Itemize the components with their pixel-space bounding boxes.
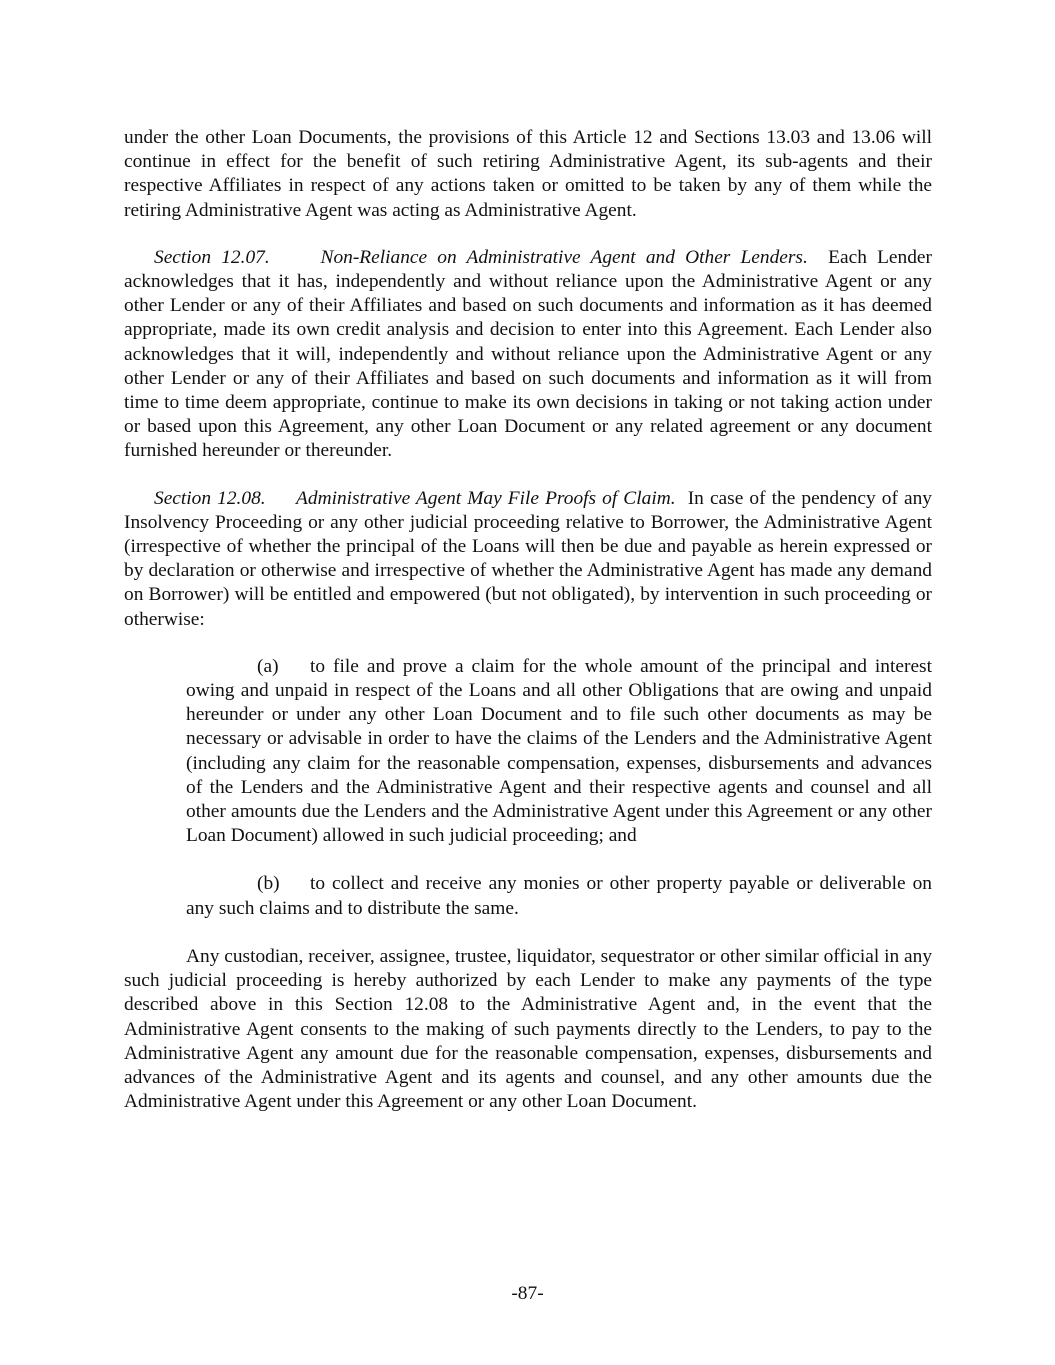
- section-12-08-number: Section 12.08.: [154, 487, 266, 509]
- section-12-07-number: Section 12.07.: [154, 246, 270, 268]
- section-12-08-title: Administrative Agent May File Proofs of Claim.: [296, 487, 676, 509]
- clause-b-text: to collect and receive any monies or other property payable or deliverable on any such claims and to distribute the same.: [186, 873, 932, 919]
- document-page: [124, 126, 932, 1114]
- page-number: -87-: [511, 1283, 544, 1304]
- intro-paragraph: under the other Loan Documents, the provisions of this Article 12 and Sections 13.03 and 13.06 will continue in effect for the benefit of such retiring Administrative Agent, its sub-agents and their respective Affiliates in respect of any actions taken or omitted to be taken by any of them while the retiring Administrative Agent was acting as Administrative Agent.: [124, 127, 932, 221]
- section-12-08: [124, 487, 932, 632]
- section-12-07-title: Non-Reliance on Administrative Agent and Other Lenders.: [320, 246, 808, 268]
- section-12-07-body: Each Lender acknowledges that it has, independently and without reliance upon the Administrative Agent or any other Lender or any of their Affiliates and based on such documents and information as it has deemed appropriate, made its own credit analysis and decision to enter into this Agreement. Each Lender also acknowledges that it will, independently and without reliance upon the Administrative Agent or any other Lender or any of their Affiliates and based on such documents and information as it will from time to time deem appropriate, continue to make its own decisions in taking or not taking action under or based upon this Agreement, any other Loan Document or any related agreement or any document furnished hereunder or thereunder.: [124, 246, 932, 462]
- clause-b: [186, 872, 932, 920]
- section-12-07: [124, 246, 932, 464]
- clause-a: [186, 655, 932, 849]
- clause-a-text: to file and prove a claim for the whole amount of the principal and interest owing and unpaid in respect of the Loans and all other Obligations that are owing and unpaid hereunder or under any other Loan Document and to file such other documents as may be necessary or advisable in order to have the claims of the Lenders and the Administrative Agent (including any claim for the reasonable compensation, expenses, disbursements and advances of the Lenders and the Administrative Agent and their respective agents and counsel and all other amounts due the Lenders and the Administrative Agent under this Agreement or any other Loan Document) allowed in such judicial proceeding; and: [186, 655, 932, 847]
- section-12-08-body: In case of the pendency of any Insolvency Proceeding or any other judicial proceeding relative to Borrower, the Administrative Agent (irrespective of whether the principal of the Loans will then be due and payable as herein expressed or by declaration or otherwise and irrespective of whether the Administrative Agent has made any demand on Borrower) will be entitled and empowered (but not obligated), by intervention in such proceeding or otherwise:: [124, 487, 932, 630]
- clause-b-label: (b): [257, 873, 280, 895]
- clause-a-label: (a): [257, 655, 279, 677]
- closing-paragraph: Any custodian, receiver, assignee, trustee, liquidator, sequestrator or other similar official in any such judicial proceeding is hereby authorized by each Lender to make any payments of the type described above in this Section 12.08 to the Administrative Agent and, in the event that the Administrative Agent consents to the making of such payments directly to the Lenders, to pay to the Administrative Agent any amount due for the reasonable compensation, expenses, disbursements and advances of the Administrative Agent and its agents and counsel, and any other amounts due the Administrative Agent under this Agreement or any other Loan Document.: [124, 945, 933, 1113]
